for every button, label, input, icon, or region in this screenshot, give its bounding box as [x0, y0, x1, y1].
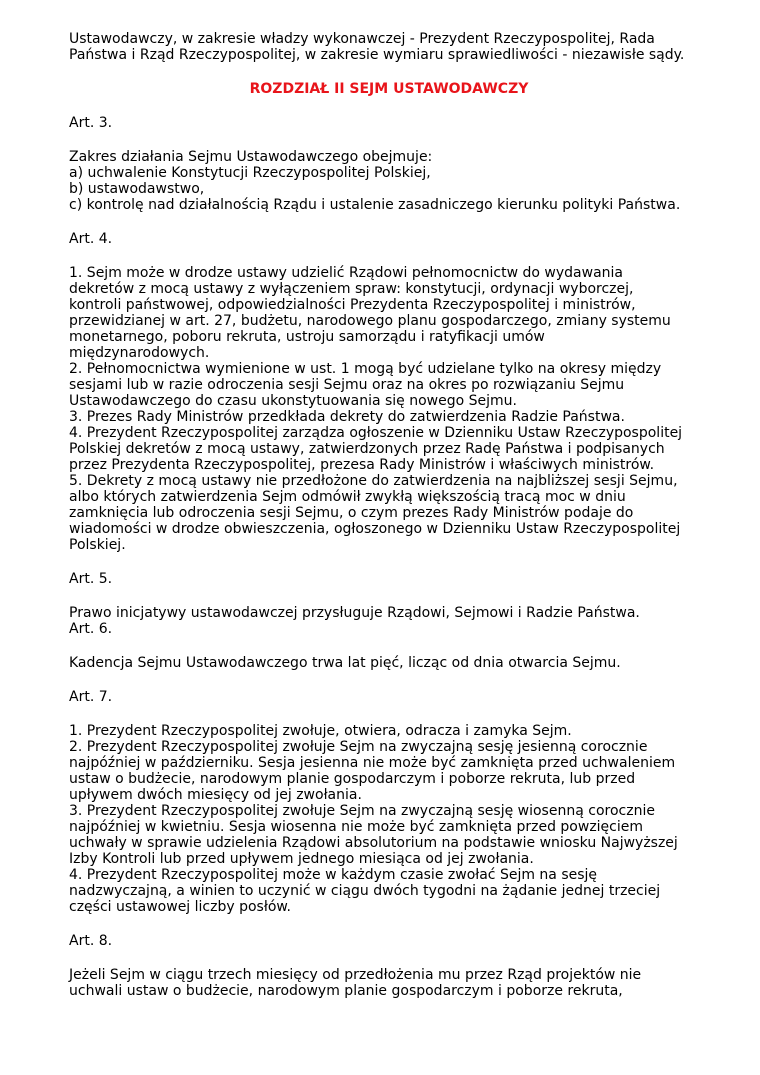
text-line: wiadomości w drodze obwieszczenia, ogłoszonego w Dzienniku Ustaw Rzeczypospolitej [69, 521, 681, 537]
text-line: albo których zatwierdzenia Sejm odmówił zwykłą większością tracą moc w dniu [69, 489, 626, 505]
text-line: przewidzianej w art. 27, budżetu, narodowego planu gospodarczego, zmiany systemu [69, 313, 671, 329]
text-line: części ustawowej liczby posłów. [69, 899, 291, 915]
text-line: Polskiej dekretów z mocą ustawy, zatwierdzonych przez Radę Państwa i podpisanych [69, 441, 665, 457]
text-line: Ustawodawczy, w zakresie władzy wykonawczej - Prezydent Rzeczypospolitej, Rada [69, 31, 655, 47]
article-body [69, 605, 709, 621]
article-label: Art. 8. [69, 933, 113, 949]
article-label: Art. 4. [69, 231, 113, 247]
text-line: najpóźniej w kwietniu. Sesja wiosenna nie może być zamknięta przed powzięciem [69, 819, 644, 835]
article-body [69, 723, 709, 915]
article-label: Art. 5. [69, 571, 113, 587]
text-line: ustaw o budżecie, narodowym planie gospodarczym i poborze rekruta, lub przed [69, 771, 636, 787]
text-line: b) ustawodawstwo, [69, 181, 205, 197]
text-line: międzynarodowych. [69, 345, 210, 361]
text-line: 3. Prezydent Rzeczypospolitej zwołuje Sejm na zwyczajną sesję wiosenną corocznie [69, 803, 655, 819]
text-line: 1. Sejm może w drodze ustawy udzielić Rządowi pełnomocnictw do wydawania [69, 265, 623, 281]
article-body [69, 967, 709, 999]
chapter-heading: ROZDZIAŁ II SEJM USTAWODAWCZY [249, 81, 529, 97]
text-line: nadzwyczajną, a winien to uczynić w ciągu dwóch tygodni na żądanie jednej trzeciej [69, 883, 661, 899]
text-line: przez Prezydenta Rzeczypospolitej, prezesa Rady Ministrów i właściwych ministrów. [69, 457, 655, 473]
text-line: zamknięcia lub odroczenia sesji Sejmu, o czym prezes Rady Ministrów podaje do [69, 505, 634, 521]
article-label: Art. 6. [69, 621, 113, 637]
text-line: a) uchwalenie Konstytucji Rzeczypospolitej Polskiej, [69, 165, 431, 181]
text-line: sesjami lub w razie odroczenia sesji Sejmu oraz na okres po rozwiązaniu Sejmu [69, 377, 625, 393]
text-line: Jeżeli Sejm w ciągu trzech miesięcy od przedłożenia mu przez Rząd projektów nie [69, 967, 642, 983]
text-line: c) kontrolę nad działalnością Rządu i ustalenie zasadniczego kierunku polityki Państwa. [69, 197, 681, 213]
article-body [69, 655, 709, 671]
text-line: 2. Prezydent Rzeczypospolitej zwołuje Sejm na zwyczajną sesję jesienną corocznie [69, 739, 648, 755]
document-page [69, 31, 709, 999]
article-body [69, 149, 709, 213]
article-label: Art. 7. [69, 689, 113, 705]
text-line: najpóźniej w październiku. Sesja jesienna nie może być zamknięta przed uchwaleniem [69, 755, 676, 771]
text-line: Polskiej. [69, 537, 126, 553]
text-line: upływem dwóch miesięcy od jej zwołania. [69, 787, 362, 803]
text-line: 5. Dekrety z mocą ustawy nie przedłożone do zatwierdzenia na najbliższej sesji Sejmu, [69, 473, 678, 489]
text-line: 4. Prezydent Rzeczypospolitej zarządza ogłoszenie w Dzienniku Ustaw Rzeczypospolitej [69, 425, 683, 441]
text-line: 4. Prezydent Rzeczypospolitej może w każdym czasie zwołać Sejm na sesję [69, 867, 598, 883]
article-body [69, 265, 709, 553]
text-line: 2. Pełnomocnictwa wymienione w ust. 1 mogą być udzielane tylko na okresy między [69, 361, 662, 377]
text-line: 1. Prezydent Rzeczypospolitej zwołuje, otwiera, odracza i zamyka Sejm. [69, 723, 572, 739]
text-line: uchwały w sprawie udzielenia Rządowi absolutorium na podstawie wniosku Najwyższej [69, 835, 678, 851]
text-line: Państwa i Rząd Rzeczypospolitej, w zakresie wymiaru sprawiedliwości - niezawisłe sądy. [69, 47, 685, 63]
text-line: uchwali ustaw o budżecie, narodowym planie gospodarczym i poborze rekruta, [69, 983, 623, 999]
text-line: dekretów z mocą ustawy z wyłączeniem spraw: konstytucji, ordynacji wyborczej, [69, 281, 634, 297]
text-line: Zakres działania Sejmu Ustawodawczego obejmuje: [69, 149, 433, 165]
text-line: Kadencja Sejmu Ustawodawczego trwa lat pięć, licząc od dnia otwarcia Sejmu. [69, 655, 621, 671]
text-line: kontroli państwowej, odpowiedzialności Prezydenta Rzeczypospolitej i ministrów, [69, 297, 636, 313]
intro-paragraph [69, 31, 709, 63]
text-line: Prawo inicjatywy ustawodawczej przysługuje Rządowi, Sejmowi i Radzie Państwa. [69, 605, 640, 621]
text-line: monetarnego, poboru rekruta, ustroju samorządu i ratyfikacji umów [69, 329, 545, 345]
text-line: Izby Kontroli lub przed upływem jednego miesiąca od jej zwołania. [69, 851, 534, 867]
text-line: Ustawodawczego do czasu ukonstytuowania się nowego Sejmu. [69, 393, 517, 409]
article-label: Art. 3. [69, 115, 113, 131]
text-line: 3. Prezes Rady Ministrów przedkłada dekrety do zatwierdzenia Radzie Państwa. [69, 409, 625, 425]
